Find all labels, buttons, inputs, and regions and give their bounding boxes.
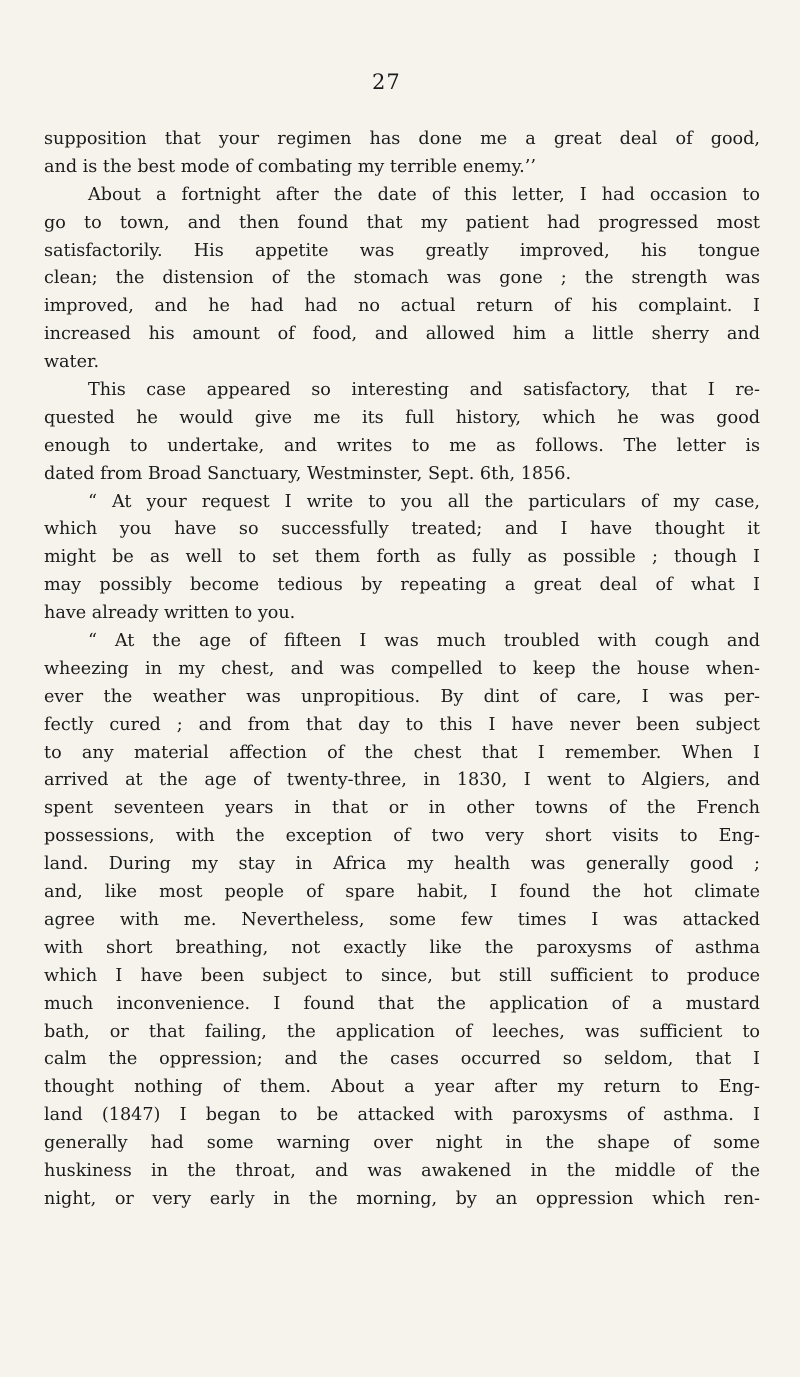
text-line: “ At your request I write to you all the particulars of my case, xyxy=(88,491,760,512)
text-line: “ At the age of fifteen I was much troubled with cough and xyxy=(88,631,760,652)
text-line: might be as well to set them forth as fully as possible ; though I xyxy=(44,547,760,568)
text-line: to any material affection of the chest that I remember. When I xyxy=(44,742,760,763)
text-line: which I have been subject to since, but still sufficient to produce xyxy=(44,965,760,986)
text-line: have already written to you. xyxy=(44,603,296,624)
text-line: bath, or that failing, the application of leeches, was sufficient to xyxy=(44,1021,760,1042)
text-line: agree with me. Nevertheless, some few times I was attacked xyxy=(44,909,760,930)
text-line: clean; the distension of the stomach was gone ; the strength was xyxy=(44,268,760,289)
text-line: improved, and he had had no actual return of his complaint. I xyxy=(44,296,760,317)
text-line: ever the weather was unpropitious. By dint of care, I was per- xyxy=(44,686,760,707)
text-line: quested he would give me its full history, which he was good xyxy=(44,407,760,428)
text-line: may possibly become tedious by repeating a great deal of what I xyxy=(44,575,760,596)
text-line: night, or very early in the morning, by an oppression which ren- xyxy=(44,1188,760,1209)
text-line: arrived at the age of twenty-three, in 1830, I went to Algiers, and xyxy=(44,770,760,791)
page-number: 27 xyxy=(372,70,401,94)
text-line: wheezing in my chest, and was compelled to keep the house when- xyxy=(44,658,760,679)
text-line: and is the best mode of combating my terrible enemy.’’ xyxy=(44,156,536,177)
text-line: supposition that your regimen has done me a great deal of good, xyxy=(44,129,760,149)
text-line: land. During my stay in Africa my health was generally good ; xyxy=(44,854,760,875)
body-text xyxy=(44,126,760,1214)
text-line: fectly cured ; and from that day to this I have never been subject xyxy=(44,714,760,735)
text-line: thought nothing of them. About a year after my return to Eng- xyxy=(44,1077,760,1098)
text-line: huskiness in the throat, and was awakened in the middle of the xyxy=(44,1160,760,1181)
text-line: go to town, and then found that my patient had progressed most xyxy=(44,212,760,233)
text-line: possessions, with the exception of two very short visits to Eng- xyxy=(44,826,760,847)
text-line: dated from Broad Sanctuary, Westminster, Sept. 6th, 1856. xyxy=(44,463,572,484)
text-line: satisfactorily. His appetite was greatly improved, his tongue xyxy=(44,240,760,261)
text-line: About a fortnight after the date of this letter, I had occasion to xyxy=(88,184,760,205)
text-line: and, like most people of spare habit, I found the hot climate xyxy=(44,882,760,903)
text-line: much inconvenience. I found that the application of a mustard xyxy=(44,993,760,1014)
text-line: calm the oppression; and the cases occurred so seldom, that I xyxy=(44,1049,760,1070)
text-line: spent seventeen years in that or in other towns of the French xyxy=(44,798,760,819)
text-line: enough to undertake, and writes to me as follows. The letter is xyxy=(44,435,760,456)
text-line: This case appeared so interesting and satisfactory, that I re- xyxy=(88,380,760,401)
text-line: increased his amount of food, and allowed him a little sherry and xyxy=(44,324,760,345)
text-line: water. xyxy=(44,352,100,373)
text-line: land (1847) I began to be attacked with paroxysms of asthma. I xyxy=(44,1105,760,1126)
text-line: which you have so successfully treated; and I have thought it xyxy=(44,519,760,540)
text-line: generally had some warning over night in the shape of some xyxy=(44,1133,760,1154)
text-line: with short breathing, not exactly like the paroxysms of asthma xyxy=(44,937,760,958)
